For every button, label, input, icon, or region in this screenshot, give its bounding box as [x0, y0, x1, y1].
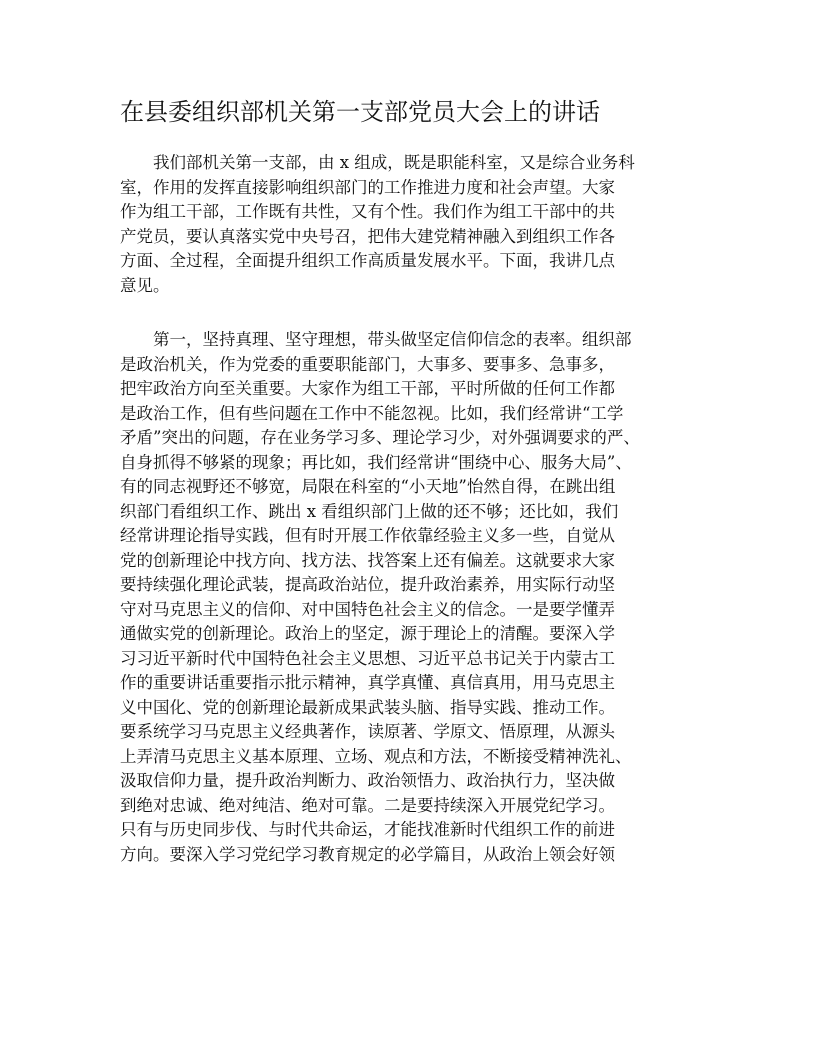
- text-line: 意见。: [120, 275, 170, 295]
- text-line: 有的同志视野还不够宽，局限在科室的“小天地”怡然自得，在跳出组: [120, 477, 616, 496]
- text-line: 室，作用的发挥直接影响组织部门的工作推进力度和社会声望。大家: [120, 177, 615, 197]
- text-line: 要持续强化理论武装，提高政治站位，提升政治素养，用实际行动坚: [120, 575, 615, 594]
- text-line: 党的创新理论中找方向、找方法、找答案上还有偏差。这就要求大家: [120, 550, 615, 570]
- text-line: 到绝对忠诚、绝对纯洁、绝对可靠。二是要持续深入开展党纪学习。: [120, 795, 615, 815]
- text-line: 是政治机关，作为党委的重要职能部门，大事多、要事多、急事多，: [120, 354, 615, 374]
- text-line: 第一，坚持真理、坚守理想，带头做坚定信仰信念的表率。组织部: [120, 330, 632, 349]
- text-line: 织部门看组织工作、跳出 x 看组织部门上做的还不够；还比如，我们: [120, 501, 619, 521]
- text-line: 方面、全过程，全面提升组织工作高质量发展水平。下面，我讲几点: [120, 251, 615, 270]
- text-line: 汲取信仰力量，提升政治判断力、政治领悟力、政治执行力，坚决做: [120, 771, 615, 790]
- text-line: 守对马克思主义的信仰、对中国特色社会主义的信念。一是要学懂弄: [120, 599, 615, 619]
- text-line: 把牢政治方向至关重要。大家作为组工干部，平时所做的任何工作都: [120, 379, 615, 398]
- text-line: 我们部机关第一支部，由 x 组成，既是职能科室，又是综合业务科: [120, 153, 635, 172]
- text-line: 矛盾”突出的问题，存在业务学习多、理论学习少，对外强调要求的严、: [120, 428, 640, 447]
- text-line: 上弄清马克思主义基本原理、立场、观点和方法，不断接受精神洗礼、: [120, 746, 632, 766]
- text-line: 自身抓得不够紧的现象；再比如，我们经常讲“围绕中心、服务大局”、: [120, 452, 632, 472]
- text-line: 产党员，要认真落实党中央号召，把伟大建党精神融入到组织工作各: [120, 226, 615, 246]
- text-line: 方向。要深入学习党纪学习教育规定的必学篇目，从政治上领会好领: [120, 844, 615, 864]
- text-line: 要系统学习马克思主义经典著作，读原著、学原文、悟原理，从源头: [120, 722, 615, 741]
- text-line: 习习近平新时代中国特色社会主义思想、习近平总书记关于内蒙古工: [120, 648, 615, 668]
- document-title: 在县委组织部机关第一支部党员大会上的讲话: [120, 98, 600, 126]
- paragraph-1: [120, 151, 700, 298]
- text-line: 作的重要讲话重要指示批示精神，真学真懂、真信真用，用马克思主: [120, 673, 615, 692]
- text-line: 通做实党的创新理论。政治上的坚定，源于理论上的清醒。要深入学: [120, 624, 615, 643]
- text-line: 经常讲理论指导实践，但有时开展工作依靠经验主义多一些，自觉从: [120, 526, 615, 545]
- text-line: 是政治工作，但有些问题在工作中不能忽视。比如，我们经常讲“工学: [120, 403, 624, 423]
- text-line: 作为组工干部，工作既有共性，又有个性。我们作为组工干部中的共: [120, 202, 615, 221]
- text-line: 只有与历史同步伐、与时代共命运，才能找准新时代组织工作的前进: [120, 820, 615, 839]
- paragraph-2: [120, 328, 700, 867]
- text-line: 义中国化、党的创新理论最新成果武装头脑、指导实践、推动工作。: [120, 697, 615, 717]
